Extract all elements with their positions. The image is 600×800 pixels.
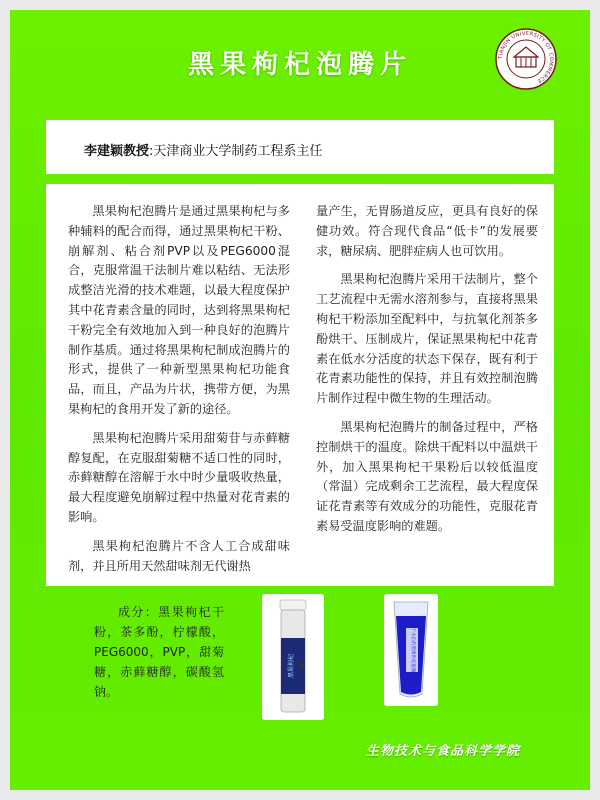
paragraph: 量产生，无胃肠道反应，更具有良好的保健功效。符合现代食品“低卡”的发展要求，糖尿病、肥胖症病人也可饮用。 xyxy=(316,204,538,258)
paragraph: 黑果枸杞泡腾片采用甜菊苷与赤藓糖醇复配，在克服甜菊糖不适口性的同时，赤藓糖醇在溶解于水中时少量吸收热量，最大程度避免崩解过程中热量对花青素的影响。 xyxy=(68,430,290,524)
description-right-column xyxy=(316,202,538,546)
description-panel xyxy=(46,184,554,586)
author-panel xyxy=(46,120,554,174)
ingredients-text xyxy=(94,602,224,702)
product-tube-image xyxy=(262,594,324,720)
poster-title: 黑果枸杞泡腾片 xyxy=(187,50,412,80)
author-separator: : xyxy=(149,144,154,159)
paragraph: 黑果枸杞泡腾片的制备过程中，严格控制烘干的温度。除烘干配料以中温烘干外，加入黑果枸杞干果粉后以较低温度（常温）完成剩余工艺流程，最大程度保证花青素等有效成分的功能性，克服花青素易受温度影响的难题。 xyxy=(316,419,538,533)
glass-of-drink-image xyxy=(384,594,438,706)
college-name-footer: 生物技术与食品科学学院 xyxy=(366,744,521,759)
paragraph: 黑果枸杞泡腾片采用干法制片，整个工艺流程中无需水溶剂参与，直接将黑果枸杞干粉添加至配料中，与抗氧化剂茶多酚烘干、压制成片，保证黑果枸杞中花青素在低水分活度的状态下保存，既有利于花青素功能性的保持，并且有效控制泡腾片制作过程中微生物的生理活动。 xyxy=(316,272,538,406)
seal-ring-text: TIANJIN UNIVERSITY OF COMMERCE xyxy=(497,30,555,84)
university-seal-icon xyxy=(494,27,558,91)
product-label: 黑果枸杞 xyxy=(288,653,295,679)
ingredients-paragraph: 成分：黑果枸杞干粉，茶多酚，柠檬酸，PEG6000，PVP，甜菊糖，赤藓糖醇，碳酸氢钠。 xyxy=(94,605,224,699)
author-affiliation: 天津商业大学制药工程系主任 xyxy=(153,144,323,159)
author-name: 李建颖教授 xyxy=(84,144,150,159)
paragraph: 黑果枸杞泡腾片不含人工合成甜味剂，并且所用天然甜味剂无代谢热 xyxy=(68,538,290,573)
description-left-column xyxy=(68,202,290,585)
glass-label: 溶于水后的黑果枸杞泡腾片 xyxy=(410,623,415,677)
paragraph: 黑果枸杞泡腾片是通过黑果枸杞与多种辅料的配合而得，通过黑果枸杞干粉、崩解剂、粘合剂PVP以及PEG6000混合，克服常温干法制片难以粘结、无法形成整洁光滑的技术难题，以最大程度保护其中花青素含量的同时，达到将黑果枸杞干粉完全有效地加入到一种良好的泡腾片制作基质。通过将黑果枸杞制成泡腾片的形式，提供了一种新型黑果枸杞功能食品，而且，产品为片状，携带方便，为黑果枸杞的食用开发了新的途径。 xyxy=(68,204,290,416)
